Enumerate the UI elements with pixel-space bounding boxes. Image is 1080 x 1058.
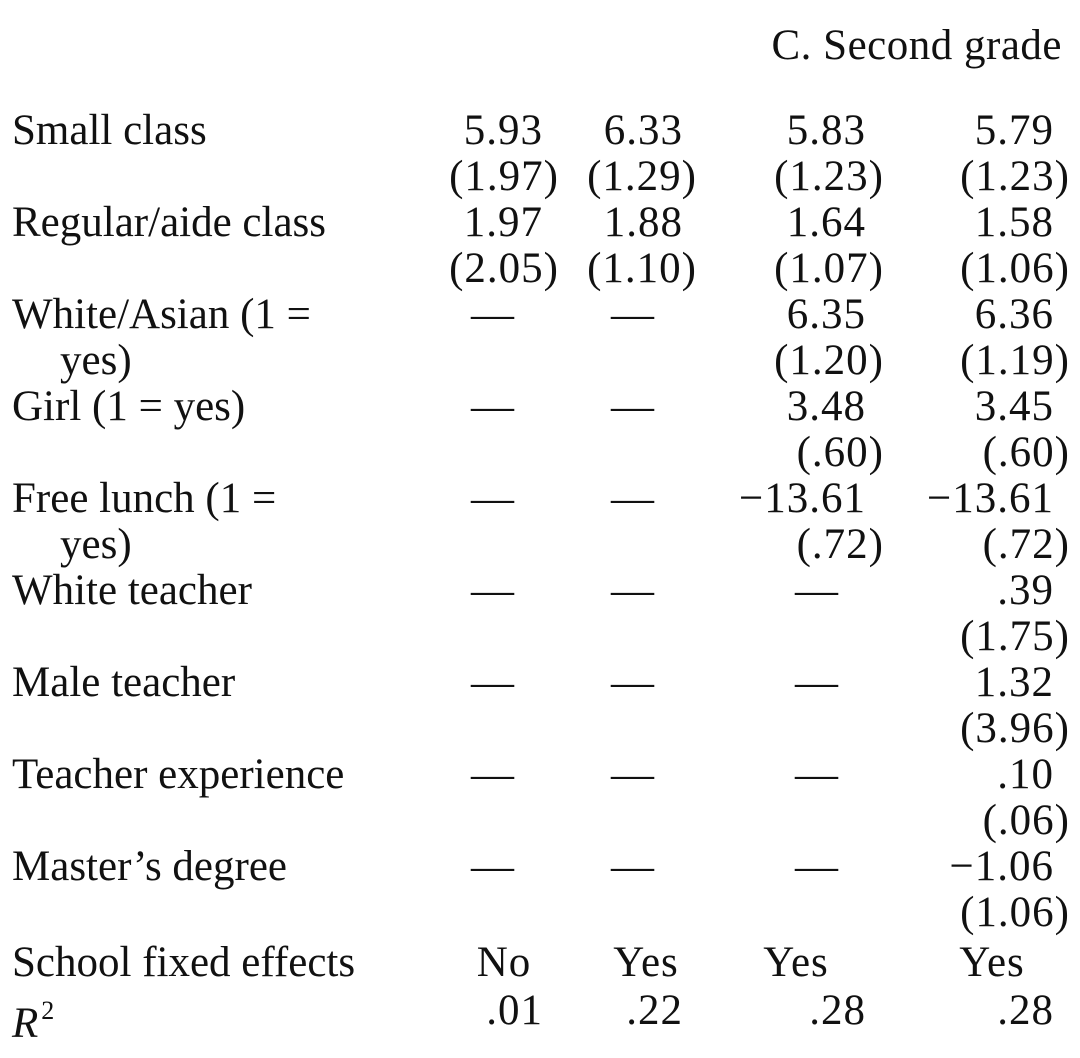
coef-cell: 1.64 [786, 199, 866, 246]
table-row-male-teacher [0, 660, 1080, 706]
coef-cell: 1.58 [974, 199, 1054, 246]
coef-cell: 5.79 [974, 107, 1054, 154]
table-row-r-squared [0, 987, 1080, 1047]
coef-cell: .39 [997, 567, 1054, 614]
row-label: School fixed effects [12, 939, 356, 986]
table-row-regular-aide [0, 200, 1080, 246]
empty-dash: — [471, 291, 515, 338]
se-cell: (1.29) [587, 153, 697, 200]
empty-dash: — [611, 567, 655, 614]
table-row-small-class-se [0, 154, 1080, 200]
empty-dash: — [795, 751, 839, 798]
table-row-school-fixed-effects [0, 940, 1080, 986]
se-cell: (1.19) [960, 337, 1070, 384]
coef-cell: 6.36 [974, 291, 1054, 338]
fe-indicator-cell: Yes [763, 939, 829, 986]
table-row-teacher-experience-se [0, 798, 1080, 844]
coef-cell: 5.83 [786, 107, 866, 154]
row-label: White teacher [12, 567, 252, 614]
empty-dash: — [471, 751, 515, 798]
se-cell: (1.75) [960, 613, 1070, 660]
empty-dash: — [471, 383, 515, 430]
table-row-white-asian-se [0, 338, 1080, 384]
table-row-regular-aide-se [0, 246, 1080, 292]
table-row-white-teacher-se [0, 614, 1080, 660]
fe-indicator-cell: Yes [959, 939, 1025, 986]
row-label [12, 988, 54, 1047]
row-label-continued: yes) [60, 337, 132, 384]
r-squared-cell: .22 [626, 987, 683, 1034]
se-cell: (1.06) [960, 245, 1070, 292]
coef-cell: 6.33 [603, 107, 683, 154]
se-cell: (1.23) [960, 153, 1070, 200]
table-row-free-lunch [0, 476, 1080, 522]
panel-title: C. Second grade [771, 22, 1062, 69]
coef-cell: 3.45 [974, 383, 1054, 430]
row-label: Regular/aide class [12, 199, 327, 246]
row-label-continued: yes) [60, 521, 132, 568]
table-row-girl [0, 384, 1080, 430]
coef-cell: 3.48 [786, 383, 866, 430]
coef-cell: 1.32 [974, 659, 1054, 706]
empty-dash: — [795, 843, 839, 890]
row-label: Free lunch (1 = [12, 475, 277, 522]
empty-dash: — [611, 843, 655, 890]
se-cell: (2.05) [449, 245, 559, 292]
table-row-free-lunch-se [0, 522, 1080, 568]
fe-indicator-cell: No [476, 939, 532, 986]
r-squared-cell: .28 [997, 987, 1054, 1034]
empty-dash: — [471, 475, 515, 522]
table-row-masters-degree [0, 844, 1080, 890]
r-squared-superscript: 2 [41, 996, 55, 1025]
se-cell: (1.06) [960, 889, 1070, 936]
table-row-white-teacher [0, 568, 1080, 614]
coef-cell: −1.06 [949, 843, 1054, 890]
table-row-white-asian [0, 292, 1080, 338]
coef-cell: 6.35 [786, 291, 866, 338]
table-row-masters-degree-se [0, 890, 1080, 936]
row-label: Master’s degree [12, 843, 288, 890]
se-cell: (1.23) [774, 153, 884, 200]
se-cell: (1.07) [774, 245, 884, 292]
se-cell: (1.20) [774, 337, 884, 384]
empty-dash: — [611, 291, 655, 338]
se-cell: (.60) [796, 429, 884, 476]
se-cell: (.72) [982, 521, 1070, 568]
empty-dash: — [611, 751, 655, 798]
empty-dash: — [471, 567, 515, 614]
row-label: Male teacher [12, 659, 236, 706]
empty-dash: — [611, 383, 655, 430]
empty-dash: — [611, 475, 655, 522]
row-label: Girl (1 = yes) [12, 383, 246, 430]
coef-cell: 1.97 [463, 199, 543, 246]
table-row-teacher-experience [0, 752, 1080, 798]
row-label: Small class [12, 107, 207, 154]
se-cell: (.06) [982, 797, 1070, 844]
empty-dash: — [795, 659, 839, 706]
empty-dash: — [471, 843, 515, 890]
row-label: Teacher experience [12, 751, 345, 798]
coef-cell: 5.93 [463, 107, 543, 154]
row-label: White/Asian (1 = [12, 291, 311, 338]
empty-dash: — [611, 659, 655, 706]
empty-dash: — [471, 659, 515, 706]
se-cell: (1.10) [587, 245, 697, 292]
r-squared-cell: .01 [486, 987, 543, 1034]
se-cell: (3.96) [960, 705, 1070, 752]
se-cell: (.60) [982, 429, 1070, 476]
coef-cell: 1.88 [603, 199, 683, 246]
coef-cell: −13.61 [926, 475, 1054, 522]
table-row-small-class [0, 108, 1080, 154]
table-row-male-teacher-se [0, 706, 1080, 752]
se-cell: (1.97) [449, 153, 559, 200]
coef-cell: −13.61 [738, 475, 866, 522]
r-squared-cell: .28 [809, 987, 866, 1034]
table-row-girl-se [0, 430, 1080, 476]
se-cell: (.72) [796, 521, 884, 568]
fe-indicator-cell: Yes [613, 939, 679, 986]
r-squared-symbol: R [12, 1000, 39, 1047]
empty-dash: — [795, 567, 839, 614]
coef-cell: .10 [997, 751, 1054, 798]
